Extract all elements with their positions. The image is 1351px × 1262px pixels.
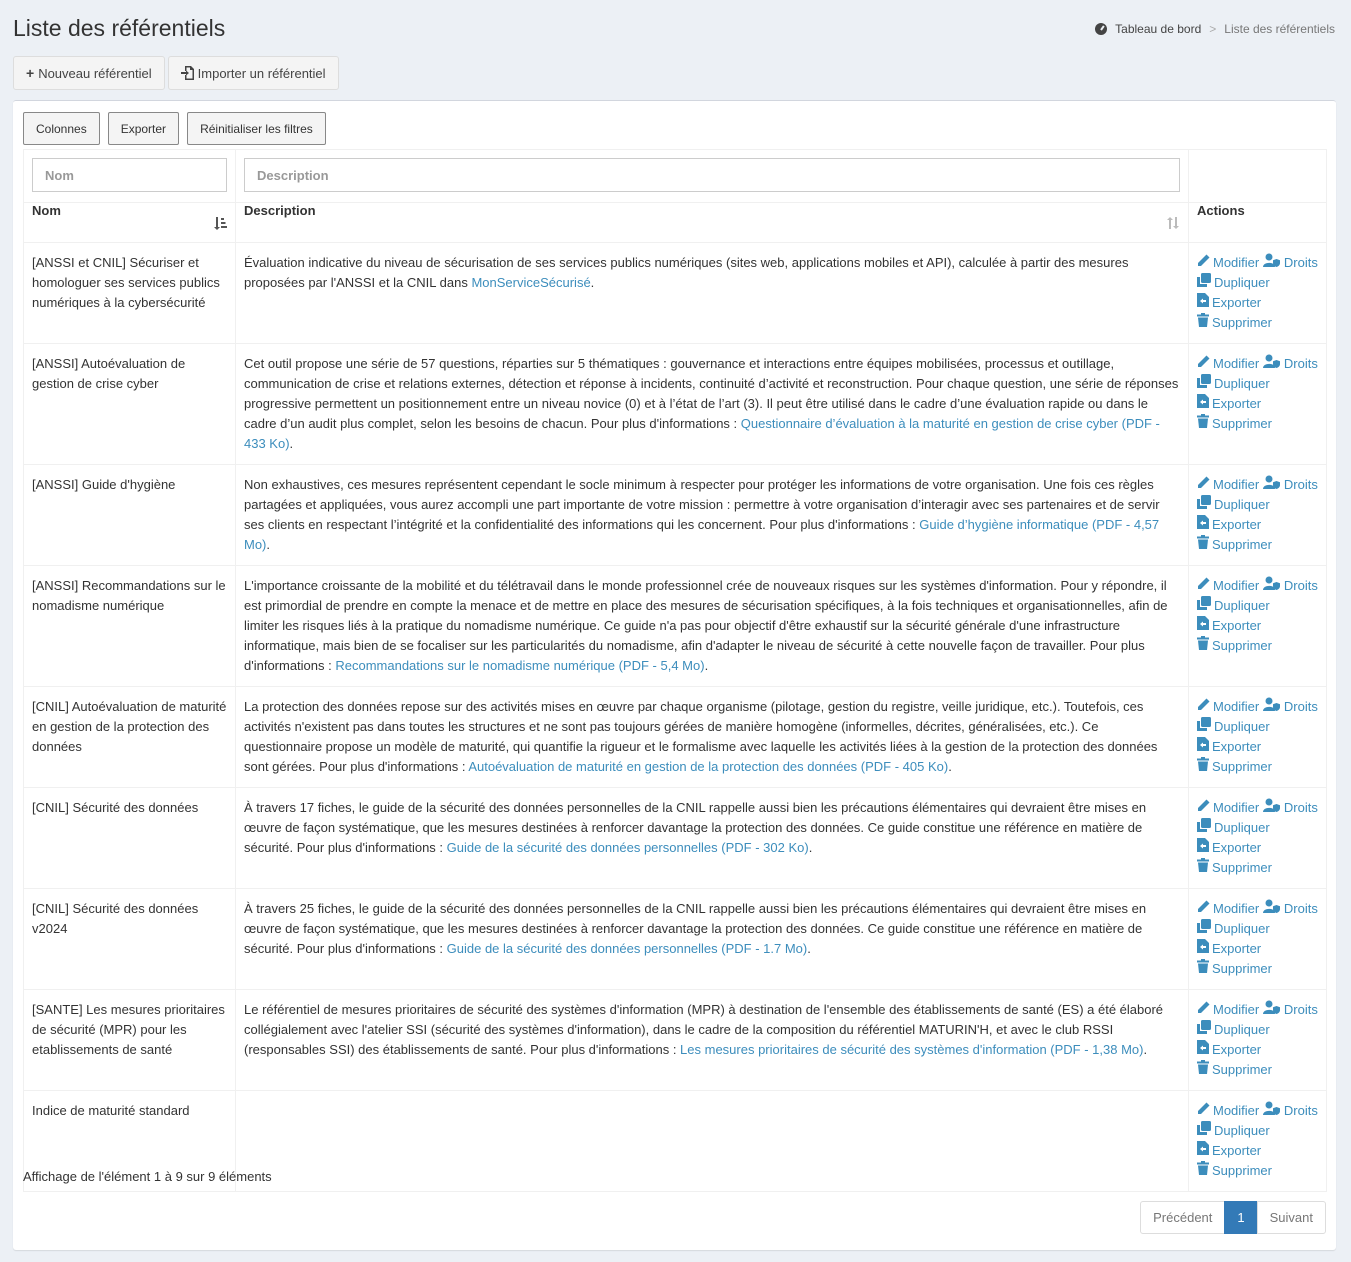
rights-label: Droits [1283,578,1318,593]
page-toolbar [13,56,339,90]
export-label: Exporter [1212,618,1262,633]
pencil-icon [1197,576,1210,596]
edit-link[interactable] [1197,697,1259,717]
rights-label: Droits [1283,255,1318,270]
file-export-icon [1197,939,1209,959]
edit-link[interactable] [1197,576,1259,596]
rights-link[interactable] [1263,576,1318,596]
filter-row [24,150,1327,203]
row-name [24,465,236,566]
row-actions [1189,566,1327,687]
header-row [24,203,1327,243]
columns-button[interactable]: Colonnes [23,112,100,145]
file-export-icon [1197,1141,1209,1161]
row-description-suffix: . [1143,1042,1148,1057]
export-label: Exporter [1212,295,1262,310]
row-description-text: À travers 25 fiches, le guide de la sécurité des données personnelles de la CNIL rappelle aussi bien les précautions élémentaires qui devraient être mises en œuvre de façon systématique, que les mesures destinées à renforcer davantage la protection des données. Ce guide constitue une référence en matière de sécurité. Pour plus d'informations : [244,901,1147,956]
row-description [236,1091,1189,1192]
row-description-text: L'importance croissante de la mobilité et du télétravail dans le monde professionnel crée de nouveaux risques sur les systèmes d'information. Pour y répondre, il est primordial de prendre en compte la menace et de mettre en place des mesures de sécurisation spécifiques, à la fois techniques et organisationnelles, afin de limiter les risques liés à la pratique du nomadisme numérique. Ce guide n'a pas pour objectif d'être exhaustif sur la sécurité générale d'une infrastructure informatique, mais bien de se focaliser sur les particularités du nomadisme, afin d'adapter le niveau de sécurité à cette nouvelle façon de travailler. Pour plus d'informations : [244,578,1168,673]
row-description-suffix: . [808,840,813,855]
row-description-text: Évaluation indicative du niveau de sécurisation de ses services publics numériques (sites web, applications mobiles et API), calculée à partir des mesures proposées par l'ANSSI et la CNIL dans [244,255,1129,290]
export-label: Exporter [1212,396,1262,411]
copy-icon [1197,818,1211,838]
row-description-suffix: . [704,658,709,673]
duplicate-label: Dupliquer [1214,275,1270,290]
file-export-icon [1197,737,1209,757]
delete-link[interactable] [1197,858,1272,878]
user-shield-icon [1263,697,1281,717]
column-header-actions: Actions [1189,203,1327,243]
trash-icon [1197,1161,1209,1181]
delete-link[interactable] [1197,959,1272,979]
row-actions [1189,889,1327,990]
edit-label: Modifier [1213,1002,1260,1017]
dashboard-icon [1095,23,1107,35]
duplicate-label: Dupliquer [1214,376,1270,391]
edit-label: Modifier [1213,1103,1260,1118]
column-header-description-label: Description [244,203,316,218]
row-name-text: [CNIL] Autoévaluation de maturité en gestion de la protection des données [32,699,227,754]
row-name-text: [ANSSI] Autoévaluation de gestion de crise cyber [32,356,186,391]
export-label: Exporter [1212,840,1262,855]
row-description-text: Cet outil propose une série de 57 questions, réparties sur 5 thématiques : gouvernance et interactions entre équipes mobilisées, processus et outillage, communication de crise et relations externes, détection et réponse à incidents, continuité d’activité et reconstruction. Pour chaque question, une série de réponses progressive permettent un positionnement entre un niveau novice (0) et à l’état de l’art (3). Il peut être utilisé dans le cadre d’une évaluation rapide ou dans le cadre d’un audit plus complet, selon les besoins de chacun. Pour plus d'informations : [244,356,1179,431]
row-name [24,566,236,687]
sort-icon [1166,216,1180,233]
edit-label: Modifier [1213,901,1260,916]
row-description [236,243,1189,344]
trash-icon [1197,313,1209,333]
rights-link[interactable] [1263,1101,1318,1121]
rights-label: Droits [1283,477,1318,492]
table-row [24,566,1327,687]
row-name [24,990,236,1091]
row-actions [1189,243,1327,344]
delete-label: Supprimer [1212,638,1272,653]
user-shield-icon [1263,798,1281,818]
duplicate-link[interactable] [1197,495,1270,515]
row-name [24,243,236,344]
row-actions [1189,465,1327,566]
row-name-text: [CNIL] Sécurité des données [32,800,199,815]
row-actions [1189,990,1327,1091]
column-header-name-label: Nom [32,203,61,218]
edit-link[interactable] [1197,253,1259,273]
row-description-link[interactable]: Recommandations sur le nomadisme numérique (PDF - 5,4 Mo) [335,658,705,673]
rights-label: Droits [1283,356,1318,371]
pencil-icon [1197,697,1210,717]
delete-label: Supprimer [1212,1062,1272,1077]
copy-icon [1197,596,1211,616]
row-description-suffix: . [289,436,294,451]
row-description-suffix: . [266,537,271,552]
export-link[interactable] [1197,1040,1261,1060]
duplicate-label: Dupliquer [1214,497,1270,512]
user-shield-icon [1263,253,1281,273]
plus-icon: + [26,65,35,81]
rights-link[interactable] [1263,899,1318,919]
file-export-icon [1197,1040,1209,1060]
row-actions [1189,1091,1327,1192]
delete-link[interactable] [1197,636,1272,656]
new-referential-button[interactable] [13,56,165,90]
rights-label: Droits [1283,699,1318,714]
description-filter-cell [236,150,1189,203]
table-row [24,465,1327,566]
row-description-text: Non exhaustives, ces mesures représentent cependant le socle minimum à respecter pour protéger les informations de votre organisation. Une fois ces règles partagées et appliquées, vous aurez accompli une part importante de votre mission : permettre à votre organisation d’interagir avec ses partenaires et de servir ses clients en respectant l’intégrité et la confidentialité des informations qui les concernent. Pour plus d'informations : [244,477,1160,532]
referentials-table [23,149,1327,1192]
user-shield-icon [1263,354,1281,374]
duplicate-label: Dupliquer [1214,820,1270,835]
pagination-next[interactable]: Suivant [1257,1201,1326,1234]
row-description-suffix: . [590,275,595,290]
duplicate-link[interactable] [1197,717,1270,737]
new-referential-label: Nouveau référentiel [38,65,152,81]
row-name-text: [ANSSI] Recommandations sur le nomadisme numérique [32,578,226,613]
delete-label: Supprimer [1212,860,1272,875]
row-name-text: [ANSSI] Guide d'hygiène [32,477,176,492]
copy-icon [1197,374,1211,394]
name-filter-cell [24,150,236,203]
breadcrumb-home-label: Tableau de bord [1115,22,1202,36]
rights-link[interactable] [1263,1000,1318,1020]
delete-link[interactable] [1197,1060,1272,1080]
export-table-button[interactable]: Exporter [108,112,179,145]
pencil-icon [1197,354,1210,374]
pagination-page-1[interactable]: 1 [1224,1201,1257,1234]
table-row [24,788,1327,889]
copy-icon [1197,495,1211,515]
pencil-icon [1197,1000,1210,1020]
table-row [24,889,1327,990]
row-actions [1189,788,1327,889]
edit-link[interactable] [1197,1000,1259,1020]
pagination-previous[interactable]: Précédent [1140,1201,1225,1234]
row-description-link[interactable]: Les mesures prioritaires de sécurité des systèmes d'information (PDF - 1,38 Mo) [680,1042,1144,1057]
rights-label: Droits [1283,1103,1318,1118]
trash-icon [1197,1060,1209,1080]
delete-label: Supprimer [1212,1163,1272,1178]
name-filter-input[interactable] [32,158,227,192]
actions-filter-cell [1189,150,1327,203]
duplicate-label: Dupliquer [1214,719,1270,734]
row-actions [1189,687,1327,788]
file-export-icon [1197,616,1209,636]
delete-link[interactable] [1197,313,1272,333]
row-description [236,990,1189,1091]
row-name-text: [CNIL] Sécurité des données v2024 [32,901,199,936]
pencil-icon [1197,798,1210,818]
user-shield-icon [1263,475,1281,495]
row-description-link[interactable]: MonServiceSécurisé [471,275,591,290]
row-description-link[interactable]: Guide d’hygiène informatique (PDF - 4,57 Mo) [244,517,1160,552]
delete-link[interactable] [1197,535,1272,555]
row-description [236,788,1189,889]
table-row [24,344,1327,465]
row-description-link[interactable]: Guide de la sécurité des données personnelles (PDF - 302 Ko) [446,840,809,855]
export-label: Exporter [1212,517,1262,532]
row-description-text: Le référentiel de mesures prioritaires de sécurité des systèmes d'information (MPR) à destination de l'ensemble des établissements de santé (ES) a été élaboré collégialement avec l'atelier SSI (sécurité des systèmes d'information), dans le cadre de la composition du référentiel MATURIN'H, et avec le club RSSI (responsables SSI) des établissements de santé. Pour plus d'informations : [244,1002,1164,1057]
trash-icon [1197,535,1209,555]
delete-link[interactable] [1197,757,1272,777]
table-info: Affichage de l'élément 1 à 9 sur 9 éléments [23,1169,272,1184]
delete-label: Supprimer [1212,759,1272,774]
file-export-icon [1197,394,1209,414]
export-label: Exporter [1212,1042,1262,1057]
trash-icon [1197,414,1209,434]
row-description [236,566,1189,687]
edit-link[interactable] [1197,354,1259,374]
duplicate-label: Dupliquer [1214,598,1270,613]
edit-label: Modifier [1213,800,1260,815]
row-name [24,788,236,889]
copy-icon [1197,717,1211,737]
trash-icon [1197,757,1209,777]
row-description [236,889,1189,990]
export-label: Exporter [1212,1143,1262,1158]
pencil-icon [1197,1101,1210,1121]
export-link[interactable] [1197,939,1261,959]
export-link[interactable] [1197,394,1261,414]
file-export-icon [1197,515,1209,535]
referentials-panel [13,100,1336,1250]
pagination [1141,1201,1326,1234]
pencil-icon [1197,253,1210,273]
export-link[interactable] [1197,515,1261,535]
table-body [24,243,1327,1192]
copy-icon [1197,1020,1211,1040]
delete-label: Supprimer [1212,537,1272,552]
duplicate-link[interactable] [1197,1020,1270,1040]
row-name [24,687,236,788]
breadcrumb-current: Liste des référentiels [1224,22,1335,36]
duplicate-link[interactable] [1197,374,1270,394]
description-filter-input[interactable] [244,158,1180,192]
edit-label: Modifier [1213,356,1260,371]
row-description-text: La protection des données repose sur des activités mises en œuvre par chaque organisme (pilotage, gestion du registre, veille juridique, etc.). Toutefois, ces activités n'existent pas dans toutes les structures et ne sont pas toujours gérées de manière homogène (informelles, décrites, généralisées, etc.). Ce questionnaire propose un modèle de maturité, qui quantifie la rigueur et le formalisme avec laquelle les activités liées à la gestion de la protection des données sont gérées. Pour plus d'informations : [244,699,1158,774]
trash-icon [1197,959,1209,979]
edit-label: Modifier [1213,477,1260,492]
table-row [24,243,1327,344]
import-referential-button[interactable] [168,56,339,90]
reset-filters-button[interactable]: Réinitialiser les filtres [187,112,326,145]
rights-link[interactable] [1263,697,1318,717]
trash-icon [1197,636,1209,656]
edit-link[interactable] [1197,475,1259,495]
sort-amount-down-icon [213,216,227,233]
user-shield-icon [1263,1101,1281,1121]
column-header-name[interactable] [24,203,236,243]
rights-link[interactable] [1263,253,1318,273]
trash-icon [1197,858,1209,878]
delete-label: Supprimer [1212,416,1272,431]
copy-icon [1197,273,1211,293]
duplicate-label: Dupliquer [1214,1123,1270,1138]
row-description [236,465,1189,566]
duplicate-label: Dupliquer [1214,1022,1270,1037]
page-title: Liste des référentiels [13,15,226,41]
export-label: Exporter [1212,941,1262,956]
pencil-icon [1197,899,1210,919]
row-description-link[interactable]: Questionnaire d’évaluation à la maturité en gestion de crise cyber (PDF - 433 Ko) [244,416,1160,451]
rights-link[interactable] [1263,354,1318,374]
user-shield-icon [1263,576,1281,596]
duplicate-link[interactable] [1197,1121,1270,1141]
export-link[interactable] [1197,616,1261,636]
pencil-icon [1197,475,1210,495]
duplicate-label: Dupliquer [1214,921,1270,936]
row-description [236,344,1189,465]
edit-label: Modifier [1213,699,1260,714]
rights-label: Droits [1283,1002,1318,1017]
breadcrumb-separator: > [1209,22,1217,36]
breadcrumb [1095,22,1335,36]
row-name [24,344,236,465]
row-name-text: [SANTE] Les mesures prioritaires de sécurité (MPR) pour les etablissements de santé [32,1002,225,1057]
copy-icon [1197,1121,1211,1141]
edit-link[interactable] [1197,899,1259,919]
delete-link[interactable] [1197,414,1272,434]
column-header-description[interactable] [236,203,1189,243]
user-shield-icon [1263,1000,1281,1020]
row-description-suffix: . [807,941,811,956]
rights-label: Droits [1283,800,1318,815]
row-actions [1189,344,1327,465]
duplicate-link[interactable] [1197,919,1270,939]
export-link[interactable] [1197,737,1261,757]
breadcrumb-home-link[interactable] [1095,22,1201,36]
export-link[interactable] [1197,838,1261,858]
duplicate-link[interactable] [1197,596,1270,616]
file-export-icon [1197,838,1209,858]
delete-link[interactable] [1197,1161,1272,1181]
rights-link[interactable] [1263,798,1318,818]
rights-label: Droits [1283,901,1318,916]
row-description-suffix: . [948,759,952,774]
file-export-icon [1197,293,1209,313]
delete-label: Supprimer [1212,315,1272,330]
export-link[interactable] [1197,293,1261,313]
edit-label: Modifier [1213,578,1260,593]
row-name [24,889,236,990]
file-import-icon [181,66,194,80]
delete-label: Supprimer [1212,961,1272,976]
export-label: Exporter [1212,739,1262,754]
duplicate-link[interactable] [1197,818,1270,838]
user-shield-icon [1263,899,1281,919]
copy-icon [1197,919,1211,939]
row-description-link[interactable]: Autoévaluation de maturité en gestion de la protection des données (PDF - 405 Ko) [468,759,949,774]
row-description [236,687,1189,788]
row-name-text: [ANSSI et CNIL] Sécuriser et homologuer ses services publics numériques à la cybersécurité [32,255,220,310]
rights-link[interactable] [1263,475,1318,495]
edit-label: Modifier [1213,255,1260,270]
edit-link[interactable] [1197,798,1259,818]
export-link[interactable] [1197,1141,1261,1161]
row-description-link[interactable]: Guide de la sécurité des données personnelles (PDF - 1.7 Mo) [446,941,808,956]
import-referential-label: Importer un référentiel [197,65,326,81]
row-name-text: Indice de maturité standard [32,1103,190,1118]
table-buttons [23,112,326,145]
table-row [24,990,1327,1091]
row-description-text: À travers 17 fiches, le guide de la sécurité des données personnelles de la CNIL rappelle aussi bien les précautions élémentaires qui devraient être mises en œuvre de façon systématique, que les mesures destinées à renforcer davantage la protection des données. Ce guide constitue une référence en matière de sécurité. Pour plus d'informations : [244,800,1147,855]
page-header [13,12,1335,46]
table-row [24,687,1327,788]
edit-link[interactable] [1197,1101,1259,1121]
duplicate-link[interactable] [1197,273,1270,293]
